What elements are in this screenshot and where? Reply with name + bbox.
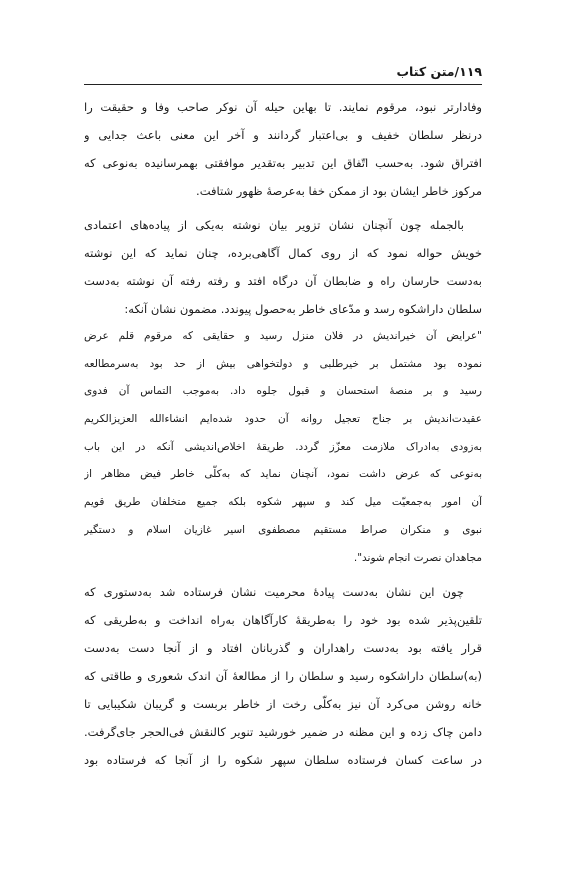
text-line: (به)سلطان داراشکوه رسید و سلطان را از مطالعهٔ آن اندک شعوری و طاقتی که [84,669,482,684]
header-rule [84,84,482,85]
body-text [84,93,482,774]
text-line: مرکوز خاطر ایشان بود از ممکن خفا به‌عرصهٔ ظهور شتافت. [196,184,482,198]
text-line: وفادارتر نبود، مرقوم نمایند. تا بهاین حیله آن نوکر صاحب وفا و حقیقت را [84,100,482,114]
quote-line: نبوی و منکران صراط مستقیم مصطفوی اسیر غازیان اسلام و دستگیر [84,523,482,536]
text-line: تلقین‌پذیر شده بود خود را به‌طریقهٔ کارآگاهان به‌راه انداخت و به‌طریقی که [84,613,482,628]
quote-line: عقیدت‌اندیش بر جناح تعجیل روانه آن حدود شده‌ایم انشاءالله العزیزالکریم [84,413,482,426]
quote-line: به‌نوعی که عرض داشت نمود، آنچنان نماید که به‌کلّی خاطر فیض مظاهر از [84,468,482,481]
quote-line: به‌زودی به‌ادراک ملازمت معزّز گردد. طریقهٔ اخلاص‌اندیشی آنکه در این باب [84,440,482,453]
text-line: درنظر سلطان خفیف و بی‌اعتبار گردانند و آخر این معنی باعث جدایی و [84,128,482,142]
text-line: قرار یافته بود به‌دست راهداران و گذربانان افتاد و از آنجا دست به‌دست [84,641,482,656]
quote-line: مجاهدان نصرت انجام شوند". [353,551,482,564]
text-line: به‌دست حارسان راه و ضابطان آن درگاه افتد و رفته رفته آن نوشته به‌دست [84,274,482,288]
text-line: بالجمله چون آنچنان نشان تزویر بیان نوشته به‌یکی از پیاده‌های اعتمادی [84,218,464,232]
quotation-block [84,323,482,572]
quote-line: رسید و بر منصهٔ استحسان و قبول جلوه داد. به‌موجب التماس آن فدوی [84,385,482,398]
paragraph-2 [84,211,482,323]
text-line: دامن چاک زده و این مظنه در ضمیر خورشید تنویر کالنقش فی‌الحجر جای‌گرفت. [84,725,482,740]
quote-line: "عرایض آن خیراندیش در فلان منزل رسید و حقایقی که مرقوم قلم عرض [84,330,482,342]
running-header: ۱۱۹/متن کتاب [396,64,482,79]
text-line: سلطان داراشکوه رسد و مدّعای خاطر به‌حصول پیوندد. مضمون نشان آنکه: [124,302,482,316]
text-line: افتراق شود. به‌حسب اتّفاق این تدبیر به‌تقدیر موافقتی بهمرسانیده به‌نوعی که [84,156,482,170]
text-line: چون این نشان به‌دست پیادهٔ محرمیت نشان فرستاده شد به‌دستوری که [84,585,464,600]
quote-line: آن امور به‌جمعیّت میل کند و سپهر شکوه بلکه جمیع متخلفان طریق قویم [84,496,482,509]
quote-line: نموده بود مشتمل بر خیرطلبی و دولتخواهی بیش از حد بود به‌سرمطالعه [84,357,482,370]
paragraph-3 [84,578,482,774]
text-line: خویش حواله نمود که از روی کمال آگاهی‌برده، چنان نماید که این نوشته [84,246,482,260]
text-line: خانه روشن می‌کرد آن نیز به‌کلّی رخت از خاطر بربست و گریبان شکیبایی تا [84,697,482,712]
text-line: در ساعت کسان فرستاده سلطان سپهر شکوه را از آنجا که فرستاده بود [84,753,482,768]
paragraph-1 [84,93,482,205]
